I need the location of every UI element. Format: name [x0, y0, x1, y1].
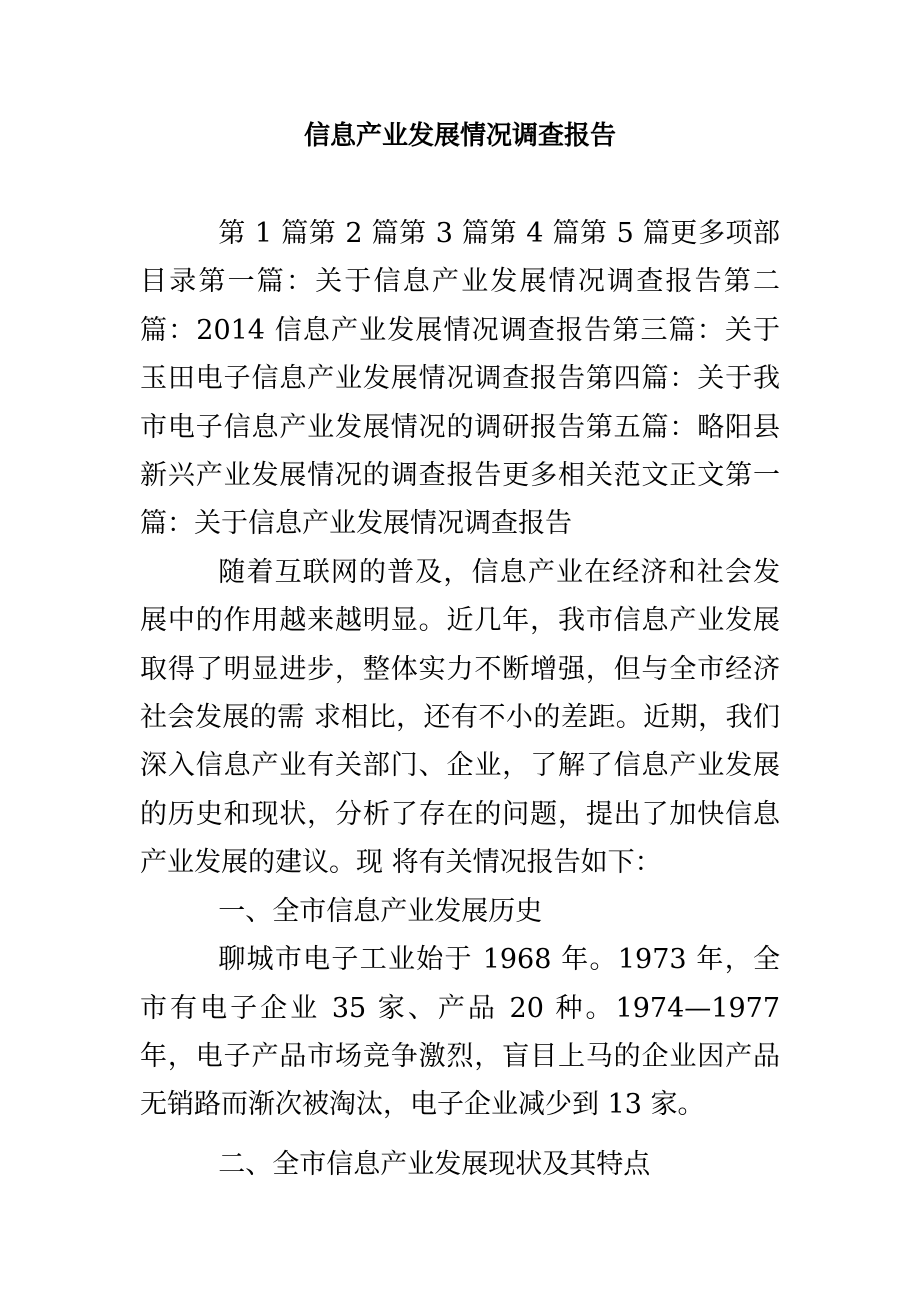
document-body — [140, 210, 780, 1189]
paragraph-history: 聊城市电子工业始于 1968 年。1973 年，全市有电子企业 35 家、产品 20 种。1974—1977 年，电子产品市场竞争激烈，盲目上马的企业因产品无销路而渐次被淘汰，电子企业减少到 13 家。 — [140, 944, 780, 1121]
section-heading-status: 二、全市信息产业发展现状及其特点 — [218, 1148, 651, 1180]
paragraph-introduction: 随着互联网的普及，信息产业在经济和社会发展中的作用越来越明显。近几年，我市信息产业发展取得了明显进步，整体实力不断增强，但与全市经济社会发展的需 求相比，还有不小的差距。近期，我们深入信息产业有关部门、企业，了解了信息产业发展的历史和现状，分析了存在的问题，提出了加快信息产业发展的建议。现 将有关情况报告如下： — [140, 556, 780, 879]
paragraph-table-of-contents: 第 1 篇第 2 篇第 3 篇第 4 篇第 5 篇更多项部目录第一篇：关于信息产业发展情况调查报告第二篇：2014 信息产业发展情况调查报告第三篇：关于玉田电子信息产业发展情况调查报告第四篇：关于我市电子信息产业发展情况的调研报告第五篇：略阳县新兴产业发展情况的调查报告更多相关范文正文第一篇：关于信息产业发展情况调查报告 — [140, 218, 780, 540]
document-title: 信息产业发展情况调查报告 — [303, 121, 616, 151]
section-heading-history: 一、全市信息产业发展历史 — [218, 895, 543, 927]
